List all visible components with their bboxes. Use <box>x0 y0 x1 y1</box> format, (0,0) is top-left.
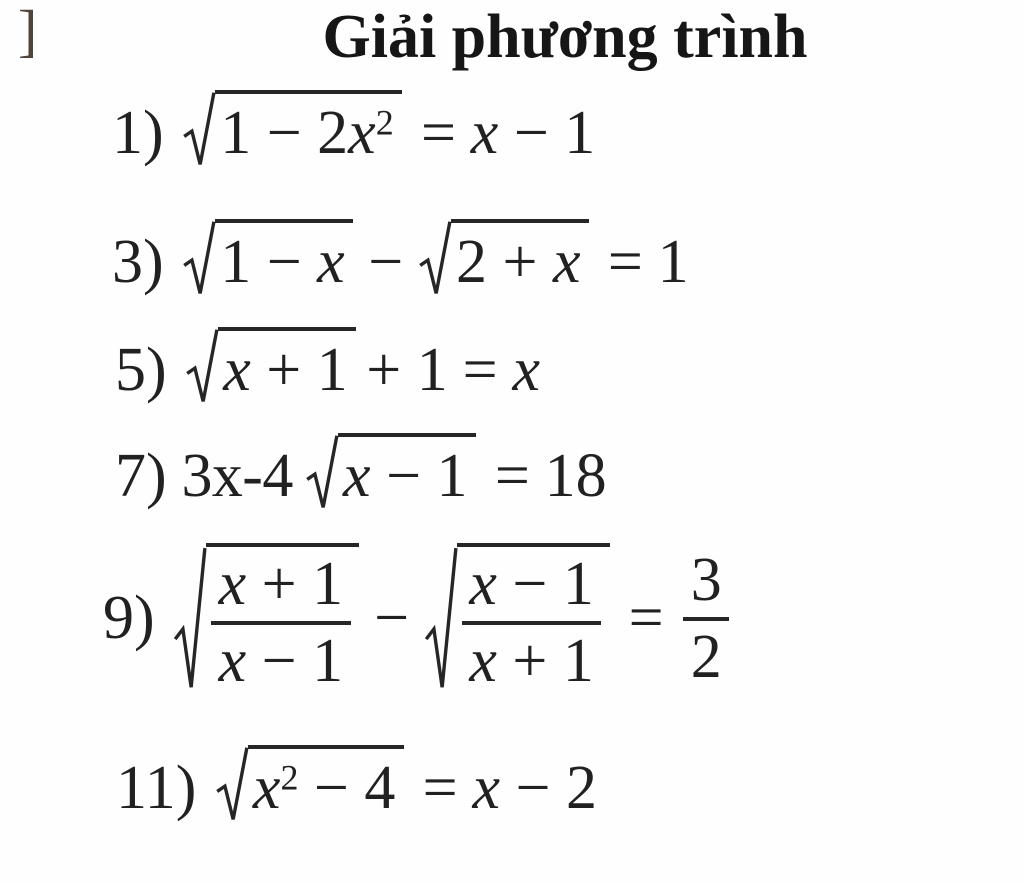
numerator <box>211 551 350 620</box>
sqrt-sign-icon <box>215 745 248 825</box>
radical <box>185 327 356 407</box>
radicand-text: 1 − <box>220 228 318 297</box>
margin-bracket: ] <box>18 0 38 63</box>
rhs-text: 18 <box>544 442 607 511</box>
radical <box>182 219 353 299</box>
variable-x: x <box>469 550 497 619</box>
sqrt-sign-icon <box>182 219 215 299</box>
variable-x: x <box>553 228 581 297</box>
sqrt-sign-icon <box>173 543 206 695</box>
equals-sign: = <box>422 754 458 823</box>
radicand <box>218 327 356 407</box>
sqrt-sign-icon <box>418 219 451 299</box>
minus-sign: − <box>368 228 404 297</box>
minus-sign: − <box>374 584 410 653</box>
variable-x: x <box>469 626 497 695</box>
numerator-text: + 1 <box>246 550 344 619</box>
sqrt-sign-icon <box>305 433 338 513</box>
problem-9 <box>103 543 729 695</box>
problem-11-label: 11) <box>116 754 197 823</box>
coefficient-term: 3x-4 <box>181 442 293 511</box>
radical <box>424 543 610 695</box>
problem-1-label: 1) <box>112 99 164 168</box>
radicand-text: − 1 <box>370 442 468 511</box>
problem-7-label: 7) <box>115 442 167 511</box>
variable-x: x <box>348 99 376 168</box>
variable-x: x <box>472 754 501 823</box>
equals-sign: = <box>607 228 643 297</box>
radicand <box>206 543 359 695</box>
variable-x: x <box>317 228 345 297</box>
variable-x: x <box>218 550 247 619</box>
problem-5 <box>115 327 540 407</box>
variable-x: x <box>223 336 251 405</box>
variable-x: x <box>252 754 281 823</box>
rhs-text: − 2 <box>500 754 597 823</box>
numerator <box>462 551 601 620</box>
problem-1 <box>112 90 595 170</box>
problem-11 <box>116 745 597 825</box>
exponent: 2 <box>375 102 394 143</box>
variable-x: x <box>343 442 371 511</box>
denominator-text: + 1 <box>496 626 594 695</box>
radicand-text: − 4 <box>298 754 396 823</box>
variable-x: x <box>512 336 540 405</box>
radicand <box>215 90 402 170</box>
sqrt-sign-icon <box>182 90 215 170</box>
radicand <box>215 219 353 299</box>
problem-7 <box>115 433 607 513</box>
sqrt-sign-icon <box>424 543 457 695</box>
radicand <box>248 745 404 825</box>
sqrt-sign-icon <box>185 327 218 407</box>
variable-x: x <box>470 99 499 168</box>
problem-3-label: 3) <box>112 228 164 297</box>
variable-x: x <box>218 626 247 695</box>
radical <box>418 219 589 299</box>
radicand <box>338 433 476 513</box>
equals-sign: = <box>462 336 498 405</box>
radical <box>215 745 404 825</box>
page-title: Giải phương trình <box>322 3 808 71</box>
radical <box>305 433 476 513</box>
radicand-text: + 1 <box>250 336 348 405</box>
problem-5-label: 5) <box>115 336 167 405</box>
equals-sign: = <box>628 584 664 653</box>
fraction <box>462 551 601 694</box>
problem-9-label: 9) <box>103 584 155 653</box>
numerator-text: − 1 <box>496 550 594 619</box>
radical <box>182 90 402 170</box>
rhs-text: 1 <box>657 228 689 297</box>
denominator <box>211 621 350 695</box>
radicand-text: 1 − 2 <box>220 99 349 168</box>
plus-one-term: + 1 <box>366 336 448 405</box>
denominator-text: − 1 <box>246 626 344 695</box>
rhs-text: − 1 <box>498 99 596 168</box>
equals-sign: = <box>494 442 530 511</box>
radicand <box>451 219 589 299</box>
fraction <box>211 551 350 694</box>
radicand <box>457 543 610 695</box>
numerator: 3 <box>690 546 722 615</box>
fraction <box>683 547 729 690</box>
denominator: 2 <box>683 617 729 691</box>
equals-sign: = <box>420 99 456 168</box>
radical <box>173 543 359 695</box>
radicand-text: 2 + <box>456 228 554 297</box>
denominator <box>462 621 601 695</box>
problem-3 <box>112 219 689 299</box>
exponent: 2 <box>280 757 299 798</box>
